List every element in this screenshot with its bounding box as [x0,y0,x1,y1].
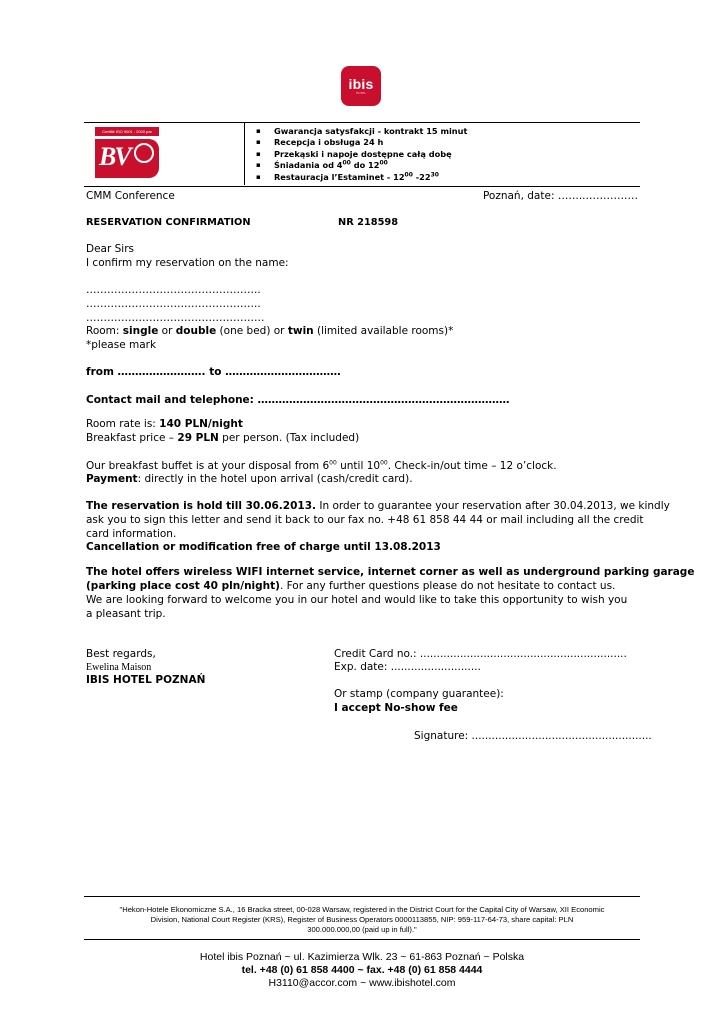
name-field[interactable]: ………………………………………….. [86,284,261,296]
confirmation-title: RESERVATION CONFIRMATION [86,217,251,228]
room-single-option[interactable]: single [122,325,159,337]
regards: Best regards, [86,648,156,660]
bv-mark-text: BV [99,142,130,171]
bullet-icon: ▪ [256,161,261,170]
contact-field[interactable]: Contact mail and telephone: ……………………………………………………………… [86,394,510,406]
bullet-icon: ▪ [256,127,261,135]
bullet-icon: ▪ [256,138,261,147]
cancellation-notice: Cancellation or modification free of charge until 13.08.2013 [86,541,441,553]
bullet-icon: ▪ [256,172,261,181]
header-divider [244,123,245,185]
guarantee-text: Śniadania od $4^{00}$ do $12^{00}$ [274,159,388,171]
confirm-line: I confirm my reservation on the name: [86,257,289,269]
hotel-web[interactable]: H3110@accor.com ~ www.ibishotel.com [268,977,456,989]
exp-date-field[interactable]: Exp. date: ........................... [334,661,481,673]
wifi-line-1: The hotel offers wireless WIFI internet service, internet corner as well as underground parking garage [86,566,695,578]
credit-card-field[interactable]: Credit Card no.: .............................................................. [334,648,627,660]
bv-seal-icon [134,143,154,163]
legal-notice: "Hekon-Hotele Ekonomiczne S.A., 16 Bracka street, 00-028 Warsaw, registered in the District Court for the Capital City of Warsaw, XII Economic Division, National Court Register (KRS), Register of Business Operators 0000113855, NIP: 959-117-64-73, share capital: PLN 300.000.000,00 (paid up in full)." [119,905,605,934]
room-type-line: Room: single or double (one bed) or twin (limited available rooms)* [86,325,454,337]
guarantee-text: Restauracja l’Estaminet - $12^{00}$ $-22^{30}$ [274,170,439,182]
bureau-veritas-logo [95,139,159,178]
no-show-fee: I accept No-show fee [334,702,458,714]
welcome-line-2: a pleasant trip. [86,608,166,620]
welcome-line-1: We are looking forward to welcome you in our hotel and would like to take this opportunity to wish you [86,594,628,606]
logo-sub: HOTEL [355,91,367,95]
event-name: CMM Conference [86,190,175,202]
hotel-address: Hotel ibis Poznań ~ ul. Kazimierza Wlk. 23 ~ 61-863 Poznań ~ Polska [199,951,525,963]
date-range-field[interactable]: from ……………………. to …………………………… [86,366,341,378]
guarantee-text: Recepcja i obsługa 24 h [274,137,384,148]
place-date-field[interactable]: Poznań, date: ……..…………… [482,190,638,202]
hotel-name: IBIS HOTEL POZNAŃ [86,674,206,686]
breakfast-price: Breakfast price – 29 PLN per person. (Tax included) [86,432,360,444]
room-twin-option[interactable]: twin [287,325,314,337]
hold-line-2: ask you to sign this letter and send it back to our fax no. +48 61 858 44 44 or mail including all the credit [86,514,644,526]
guarantee-text: Przekąski i napoje dostępne całą dobę [274,148,452,159]
buffet-info: Our breakfast buffet is at your disposal from $6^{00}$ until $10^{00}$. Check-in/out time – 12 o’clock. [86,459,557,472]
salutation: Dear Sirs [86,243,135,255]
certificate-tag: Certifié ISO 9001 : 2000 par [95,127,159,136]
name-field[interactable]: …………………………………………… [86,312,265,324]
signature-field[interactable]: Signature: ...................................................... [414,730,652,742]
mark-note: *please mark [86,339,157,351]
ibis-logo [341,66,381,106]
room-double-option[interactable]: double [175,325,217,337]
hold-line-3: card information. [86,528,177,540]
logo-brand: ibis [348,76,374,92]
hotel-phones: tel. +48 (0) 61 858 4400 ~ fax. +48 (0) 61 858 4444 [241,964,483,976]
stamp-label: Or stamp (company guarantee): [334,688,504,700]
signer-name: Ewelina Maison [86,662,152,673]
name-field[interactable]: ………………………………………….. [86,298,261,310]
guarantee-text: Gwarancja satysfakcji - kontrakt 15 minut [274,126,468,136]
payment-info: Payment: directly in the hotel upon arrival (cash/credit card). [86,473,413,485]
wifi-line-2: (parking place cost 40 pln/night). For any further questions please do not hesitate to contact us. [86,580,616,592]
room-rate: Room rate is: 140 PLN/night [86,418,243,430]
confirmation-number: NR 218598 [338,217,399,228]
bullet-icon: ▪ [256,149,261,158]
hold-line-1: The reservation is hold till 30.06.2013. In order to guarantee your reservation after 30.04.2013, we kindly [86,500,670,512]
